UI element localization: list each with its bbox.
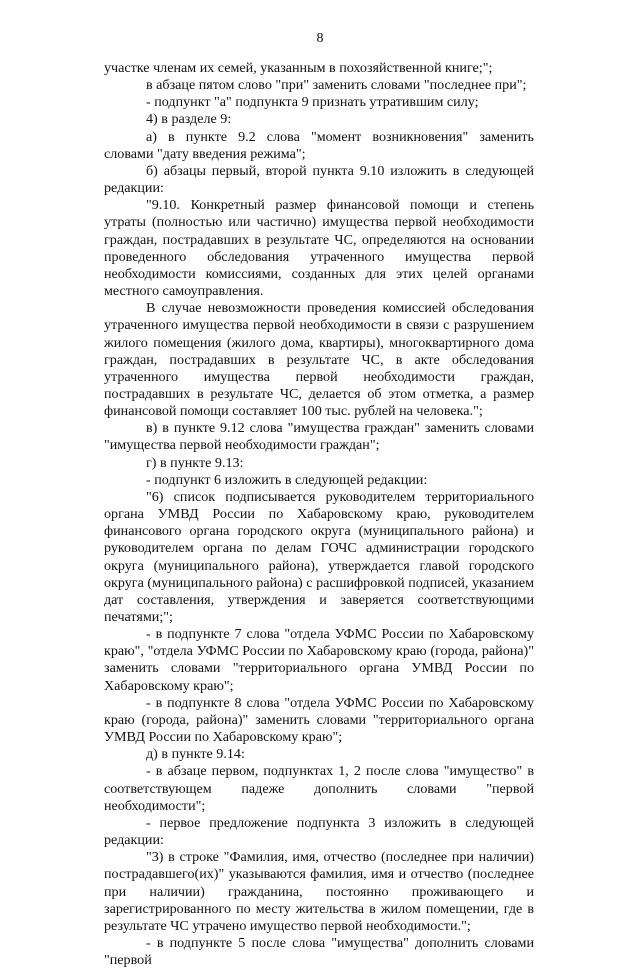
paragraph: - в подпункте 5 после слова "имущества" дополнить словами "первой (104, 934, 534, 969)
paragraph: г) в пункте 9.13: (146, 454, 244, 471)
paragraph: - в абзаце первом, подпунктах 1, 2 после слова "имущество" в соответствующем падеже дополнить словами "первой необходимости"; (104, 763, 534, 814)
page-number: 8 (316, 31, 324, 46)
paragraph: - первое предложение подпункта 3 изложить в следующей редакции: (104, 814, 534, 849)
paragraph: а) в пункте 9.2 слова "момент возникновения" заменить словами "дату введения режима"; (104, 128, 534, 162)
paragraph: - подпункт "а" подпункта 9 признать утратившим силу; (146, 94, 479, 111)
paragraph: "6) список подписывается руководителем территориального органа УМВД России по Хабаровскому краю, руководителем финансового органа городского округа (муниципального района) и руководителем органа по делам ГОЧС администрации городского округа (муниципального района), утверждается главой городского округа (муниципального района) с расшифровкой подписей, указанием дат составления, утверждения и заверяется соответствующими печатями;"; (104, 488, 534, 625)
paragraph: - подпункт 6 изложить в следующей редакции: (146, 471, 428, 488)
paragraph: "9.10. Конкретный размер финансовой помощи и степень утраты (полностью или частично) имущества первой необходимости граждан, пострадавших в результате ЧС, определяются на основании проведенного обследования утраченного имущества первой необходимости комиссиями, созданных для этих целей органами местного самоуправления. (104, 197, 534, 300)
paragraph: В случае невозможности проведения комиссией обследования утраченного имущества первой необходимости в связи с разрушением жилого помещения (жилого дома, квартиры), многоквартирного дома граждан, пострадавших в результате ЧС, в акте обследования утраченного имущества первой необходимости граждан, пострадавших в результате ЧС, делается об этом отметка, а размер финансовой помощи составляет 100 тыс. рублей на человека."; (104, 300, 534, 420)
paragraph: в) в пункте 9.12 слова "имущества граждан" заменить словами "имущества первой необходимости граждан"; (104, 420, 534, 454)
paragraph: - в подпункте 7 слова "отдела УФМС России по Хабаровскому краю", "отдела УФМС России по Хабаровскому краю (города, района)" заменить словами "территориального органа УМВД России по Хабаровскому краю"; (104, 626, 534, 694)
paragraph: 4) в разделе 9: (146, 111, 232, 128)
paragraph: "3) в строке "Фамилия, имя, отчество (последнее при наличии) пострадавшего(их)" указываются фамилия, имя и отчество (последнее при наличии) гражданина, постоянно проживающего и зарегистрированного по месту жительства в жилом помещении, где в результате ЧС утрачено имущество первой необходимости."; (104, 849, 534, 934)
paragraph: в абзаце пятом слово "при" заменить словами "последнее при"; (146, 77, 527, 94)
paragraph: участке членам их семей, указанным в похозяйственной книге;"; (104, 60, 493, 76)
paragraph: б) абзацы первый, второй пункта 9.10 изложить в следующей редакции: (104, 162, 534, 197)
paragraph: д) в пункте 9.14: (146, 746, 245, 763)
paragraph: - в подпункте 8 слова "отдела УФМС России по Хабаровскому краю (города, района)" заменить словами "территориального органа УМВД России по Хабаровскому краю"; (104, 694, 534, 746)
document-body (104, 60, 534, 969)
